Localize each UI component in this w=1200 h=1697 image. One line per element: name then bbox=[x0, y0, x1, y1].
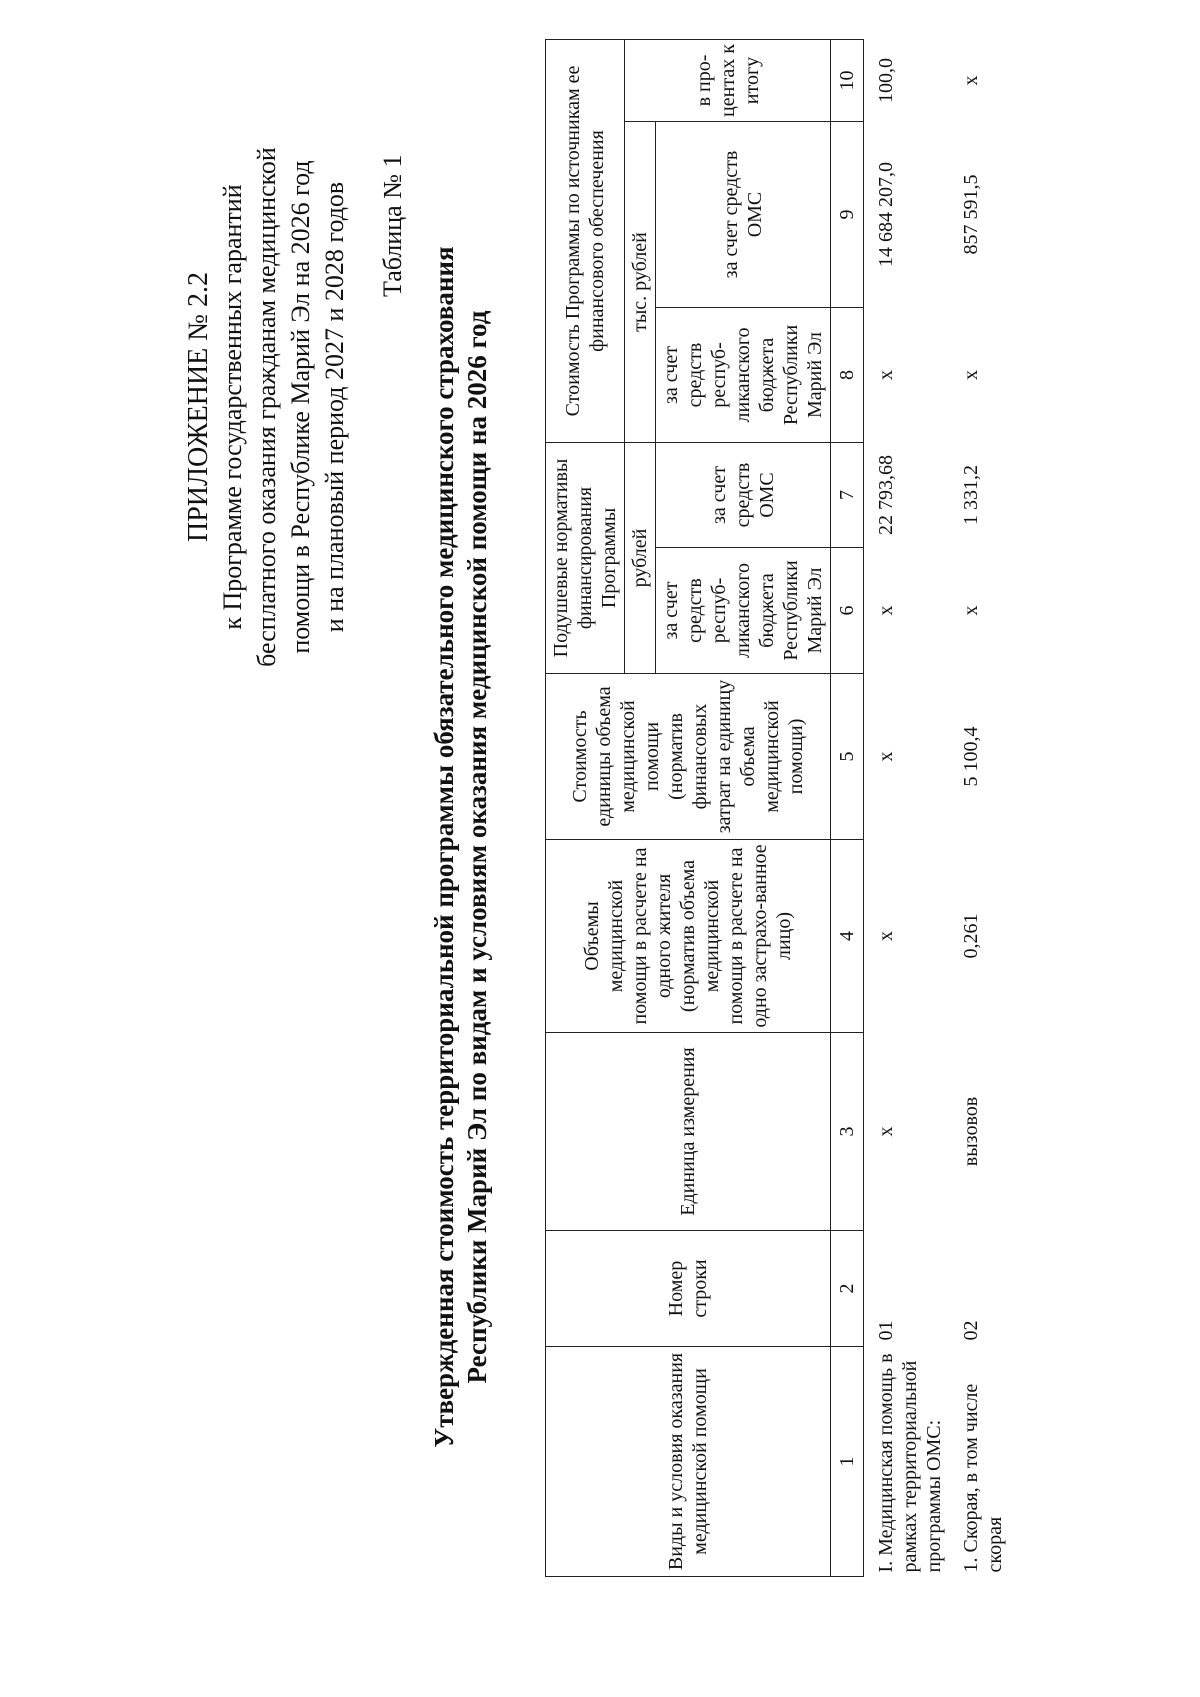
row-cost-budget: х bbox=[875, 370, 897, 380]
cost-table bbox=[545, 39, 1010, 1577]
row-volume: х bbox=[875, 931, 897, 941]
column-number: 5 bbox=[831, 674, 864, 840]
column-number: 10 bbox=[831, 40, 864, 122]
header-cost-budget: за счет средств респуб-ликанского бюджета Республики Марий Эл bbox=[656, 308, 831, 443]
header-row-number: Номер строки bbox=[546, 1231, 831, 1347]
header-percent: в про-центах к итогу bbox=[625, 40, 831, 122]
table-number: Таблица № 1 bbox=[378, 154, 407, 297]
header-pc-budget: за счет средств респуб-ликанского бюджета Республики Марий Эл bbox=[656, 548, 831, 674]
column-number: 6 bbox=[831, 548, 864, 674]
header-volume: Объемы медицинской помощи в расчете на одного жителя (норматив объема медицинской помощи в расчете на одно застрахо-ванное лицо) bbox=[546, 840, 831, 1033]
row-pc-oms: 1 331,2 bbox=[960, 465, 982, 525]
appendix-number: ПРИЛОЖЕНИЕ № 2.2 bbox=[183, 272, 214, 542]
column-number: 8 bbox=[831, 308, 864, 443]
row-unit: вызовов bbox=[960, 1096, 982, 1167]
column-number: 4 bbox=[831, 840, 864, 1033]
header-thousand-rubles: тыс. рублей bbox=[625, 122, 656, 443]
header-kinds: Виды и условия оказания медицинской помощи bbox=[546, 1347, 831, 1577]
row-volume: 0,261 bbox=[960, 913, 982, 959]
row-percent: х bbox=[960, 75, 982, 86]
row-unit: х bbox=[875, 1126, 897, 1137]
appendix-line: и на плановый период 2027 и 2028 годов bbox=[320, 181, 349, 633]
header-pc-oms: за счет средств ОМС bbox=[656, 443, 831, 548]
header-unit: Единица измерения bbox=[546, 1033, 831, 1231]
appendix-line: помощи в Республике Марий Эл на 2026 год bbox=[286, 160, 315, 654]
table-row bbox=[864, 40, 950, 1577]
row-pc-oms: 22 793,68 bbox=[875, 455, 897, 535]
appendix-line: бесплатного оказания гражданам медицинской bbox=[252, 147, 281, 667]
appendix-header bbox=[182, 107, 352, 707]
header-row-1 bbox=[546, 40, 625, 1577]
row-name: 1. Скорая, в том числе скорая bbox=[960, 1383, 1006, 1573]
row-pc-budget: х bbox=[875, 605, 897, 616]
header-cost-oms: за счет средств ОМС bbox=[656, 122, 831, 308]
column-number: 3 bbox=[831, 1033, 864, 1231]
header-unit-cost: Стоимость единицы объема медицинской помощи (норматив финансовых затрат на единицу объема медицинской помощи) bbox=[546, 674, 831, 840]
table-row bbox=[949, 40, 1010, 1577]
column-number: 7 bbox=[831, 443, 864, 548]
row-percent: 100,0 bbox=[875, 58, 897, 103]
column-number-row bbox=[831, 40, 864, 1577]
column-number: 9 bbox=[831, 122, 864, 308]
document-title bbox=[428, 87, 494, 1607]
row-unit-cost: 5 100,4 bbox=[960, 726, 982, 787]
row-unit-cost: х bbox=[875, 751, 897, 762]
row-cost-budget: х bbox=[960, 370, 982, 380]
row-name: I. Медицинская помощь в рамках территориальной программы ОМС: bbox=[875, 1353, 945, 1573]
title-line: Утвержденная стоимость территориальной программы обязательного медицинского страхования bbox=[429, 246, 459, 1448]
row-cost-oms: 857 591,5 bbox=[960, 174, 982, 255]
row-cost-oms: 14 684 207,0 bbox=[875, 162, 897, 267]
header-program-cost: Стоимость Программы по источникам ее финансового обеспечения bbox=[546, 40, 625, 443]
column-number: 1 bbox=[831, 1347, 864, 1577]
title-line: Республики Марий Эл по видам и условиям оказания медицинской помощи на 2026 год bbox=[462, 310, 492, 1384]
header-rubles: рублей bbox=[625, 443, 656, 674]
row-number: 02 bbox=[960, 1320, 982, 1341]
appendix-line: к Программе государственных гарантий bbox=[218, 184, 247, 630]
header-per-capita: Подушевые нормативы финансирования Программы bbox=[546, 443, 625, 674]
column-number: 2 bbox=[831, 1231, 864, 1347]
row-pc-budget: х bbox=[960, 605, 982, 616]
row-number: 01 bbox=[875, 1320, 897, 1341]
